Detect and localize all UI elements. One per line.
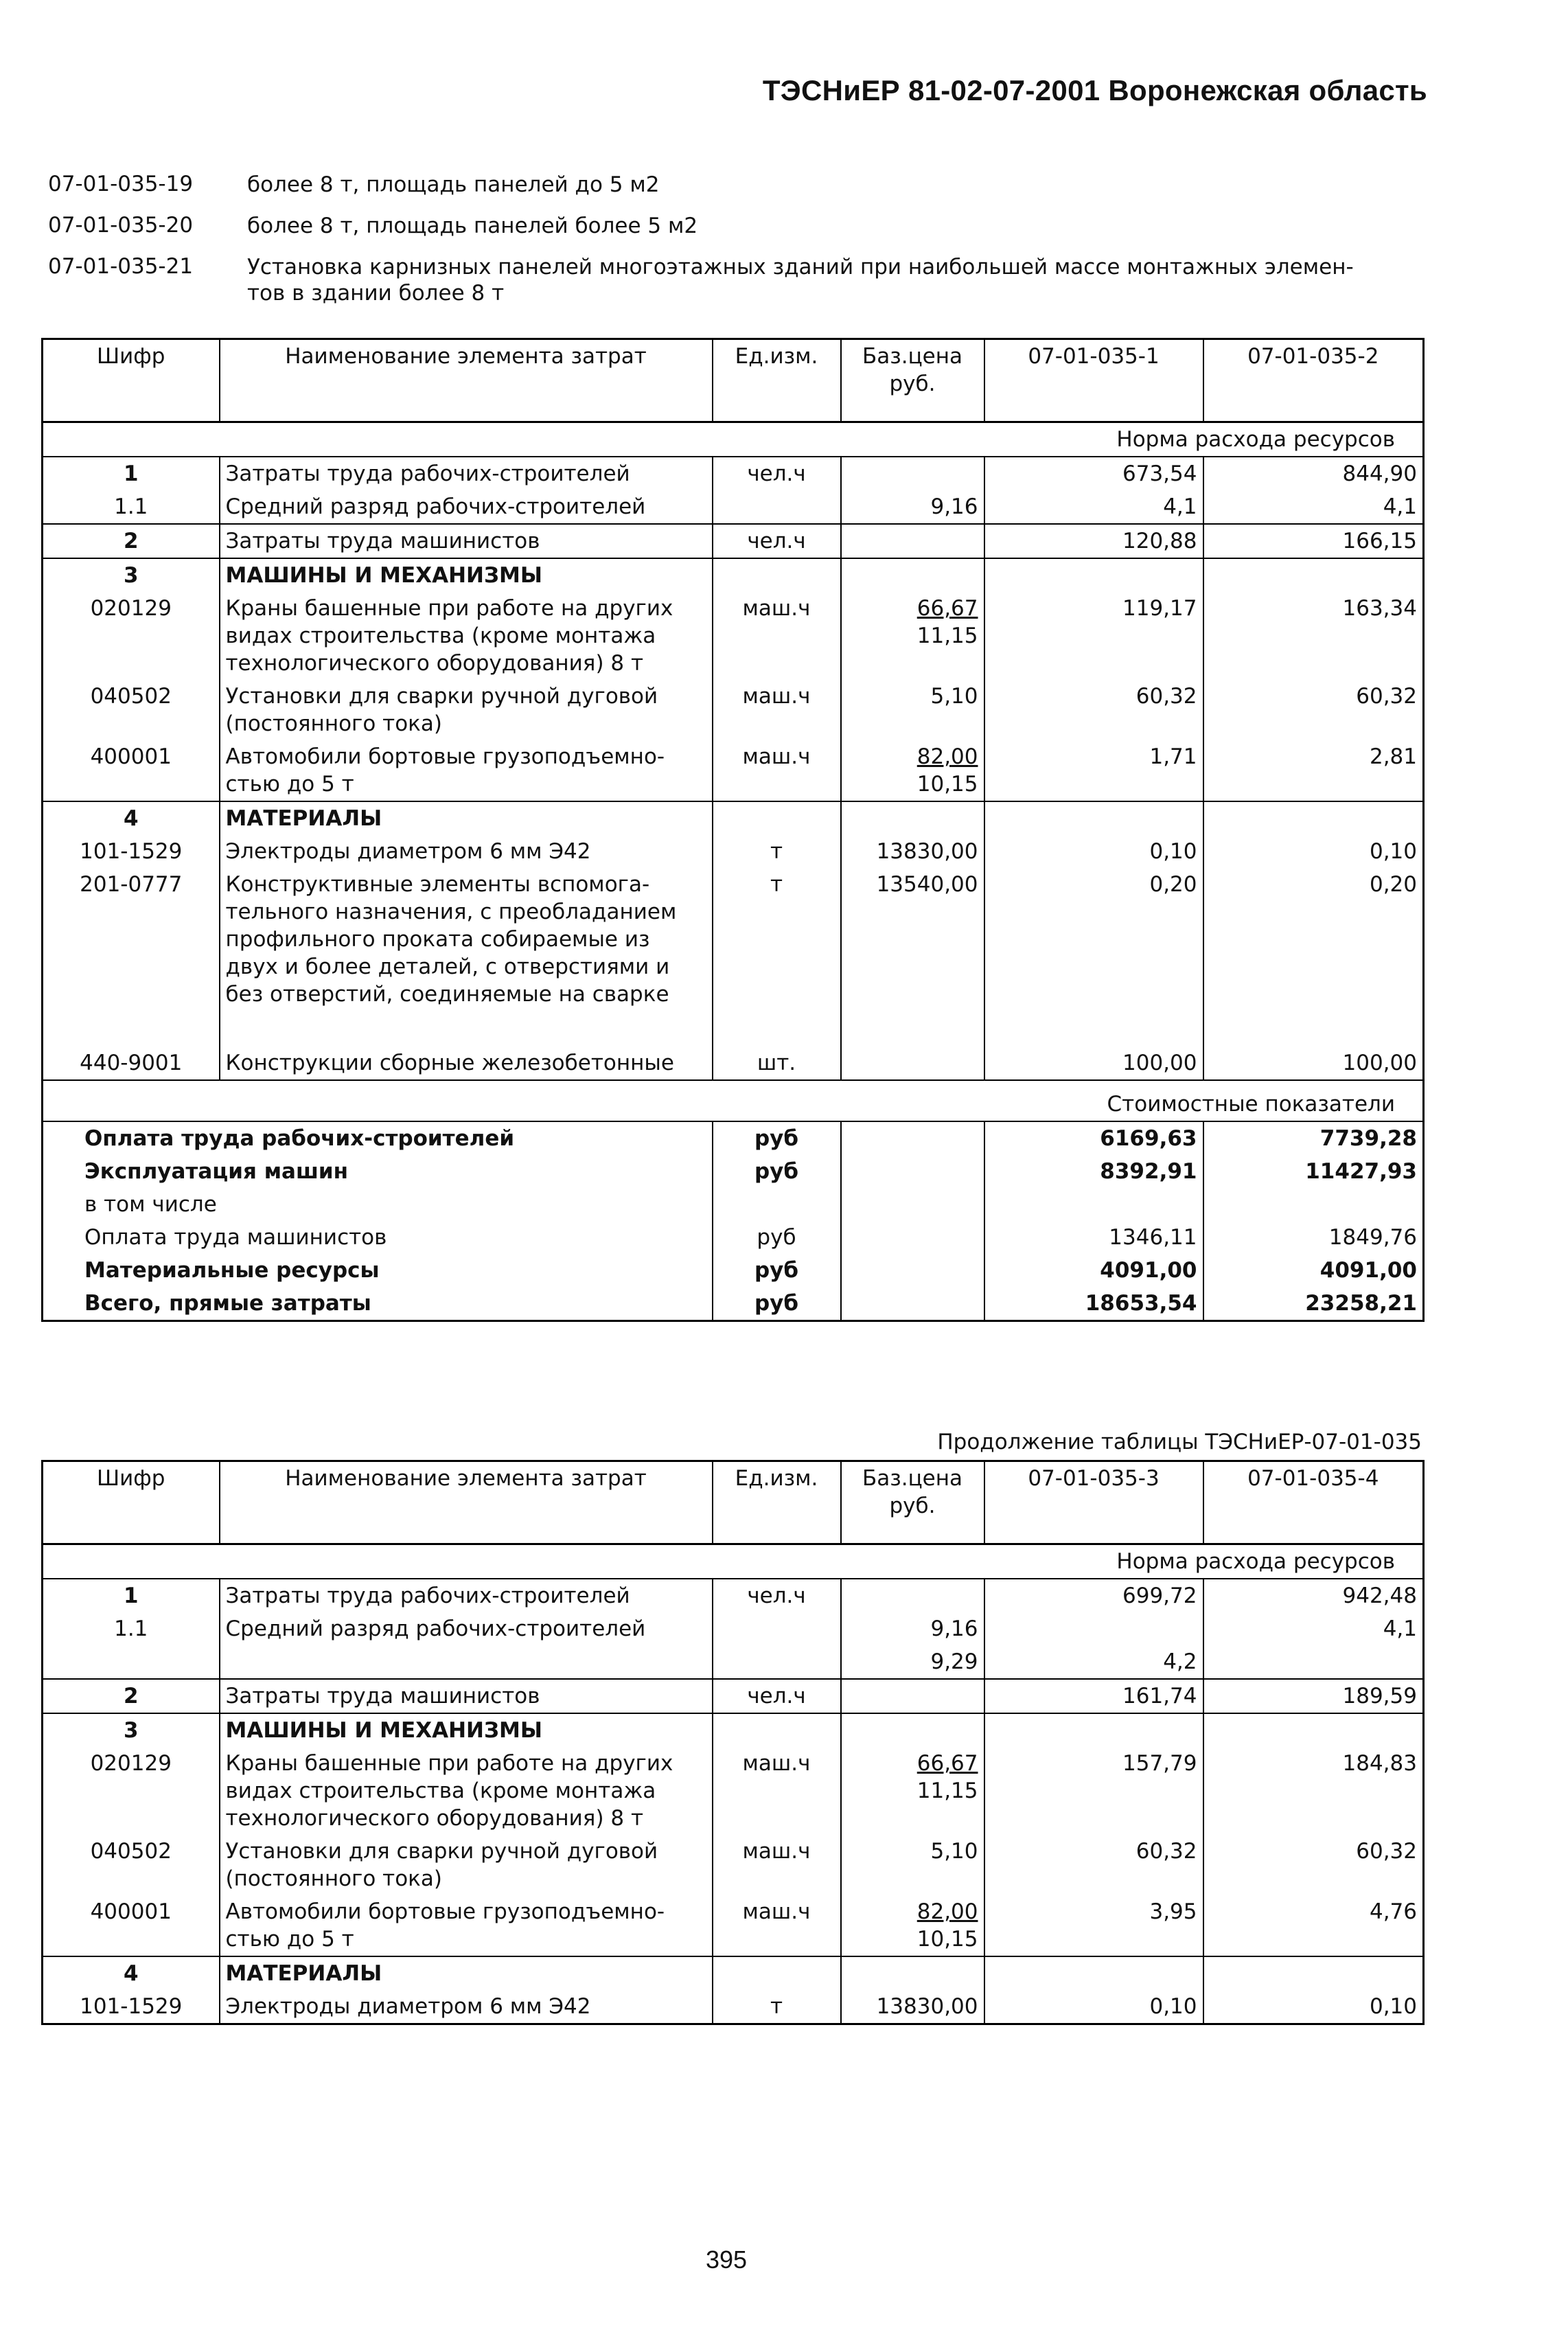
cell-name: Установки для сварки ручной дуговой (постоянного тока) xyxy=(220,1835,713,1895)
cell-norm-1 xyxy=(984,1612,1203,1645)
cell-norm-2: 2,81 xyxy=(1203,740,1424,801)
cell-norm-1: 4,1 xyxy=(984,490,1203,524)
cell-code: 201-0777 xyxy=(80,872,183,897)
cell-norm-1: 1,71 xyxy=(984,740,1203,801)
summary-label: Материальные ресурсы xyxy=(84,1258,380,1283)
col-header-price: Баз.цена руб. xyxy=(841,1461,984,1544)
cell-price xyxy=(841,1047,984,1080)
cell-norm-2: 4,76 xyxy=(1203,1895,1424,1956)
cell-norm-2: 184,83 xyxy=(1203,1747,1424,1835)
section-title: МАШИНЫ И МЕХАНИЗМЫ xyxy=(220,1713,713,1747)
cell-price: 9,16 xyxy=(841,490,984,524)
cell-unit xyxy=(713,490,841,524)
cell-norm-2: 166,15 xyxy=(1203,524,1424,558)
section-title: МАШИНЫ И МЕХАНИЗМЫ xyxy=(220,558,713,592)
cell-code: 1.1 xyxy=(114,494,148,519)
cell-norm-1: 161,74 xyxy=(984,1679,1203,1713)
preamble-item xyxy=(48,172,1414,198)
preamble-code: 07-01-035-19 xyxy=(48,172,194,196)
cell-norm-2: 60,32 xyxy=(1203,1835,1424,1895)
cell-norm-2: 0,20 xyxy=(1203,868,1424,1047)
col-header-norm-4: 07-01-035-4 xyxy=(1203,1461,1424,1544)
cell-name: Конструкции сборные железобетонные xyxy=(220,1047,713,1080)
cell-code: 1 xyxy=(123,461,139,486)
cell-name: Затраты труда рабочих-строителей xyxy=(220,1579,713,1612)
table-row xyxy=(43,1835,1424,1895)
cell-unit: чел.ч xyxy=(713,1579,841,1612)
cell-norm-1: 157,79 xyxy=(984,1747,1203,1835)
summary-unit: руб xyxy=(713,1254,841,1287)
table-row xyxy=(43,1047,1424,1080)
table-row xyxy=(43,1645,1424,1679)
cell-unit: маш.ч xyxy=(713,1747,841,1835)
norm-label-row xyxy=(43,1544,1424,1579)
summary-row xyxy=(43,1188,1424,1221)
table-row xyxy=(43,1895,1424,1956)
summary-label: в том числе xyxy=(84,1192,217,1217)
cell-norm-2: 189,59 xyxy=(1203,1679,1424,1713)
cell-code: 4 xyxy=(43,1956,220,1990)
cell-unit: маш.ч xyxy=(713,1895,841,1956)
page-header: ТЭСНиЕР 81-02-07-2001 Воронежская область xyxy=(762,74,1427,106)
cell-code: 2 xyxy=(43,1679,220,1713)
summary-value-2: 4091,00 xyxy=(1203,1254,1424,1287)
resource-table-2 xyxy=(41,1460,1425,2025)
table-row xyxy=(43,740,1424,801)
cell-unit: т xyxy=(713,1990,841,2024)
table-row xyxy=(43,1990,1424,2024)
cell-unit xyxy=(713,1612,841,1645)
cell-norm-1: 120,88 xyxy=(984,524,1203,558)
table-header-row xyxy=(43,339,1424,422)
col-header-code: Шифр xyxy=(43,339,220,422)
cell-norm-1: 100,00 xyxy=(984,1047,1203,1080)
cell-code: 2 xyxy=(43,524,220,558)
summary-value-1: 1346,11 xyxy=(984,1221,1203,1254)
summary-unit: руб xyxy=(713,1121,841,1155)
cell-code: 440-9001 xyxy=(80,1051,183,1075)
summary-label: Оплата труда машинистов xyxy=(84,1225,387,1250)
cell-unit xyxy=(713,1645,841,1679)
cell-norm-2: 60,32 xyxy=(1203,680,1424,740)
cell-norm-2: 0,10 xyxy=(1203,835,1424,868)
cell-norm-1: 0,20 xyxy=(984,868,1203,1047)
cell-code: 400001 xyxy=(90,744,172,769)
col-header-name: Наименование элемента затрат xyxy=(220,339,713,422)
table-row xyxy=(43,592,1424,680)
norm-label: Норма расхода ресурсов xyxy=(43,422,1424,457)
summary-value-2: 23258,21 xyxy=(1203,1287,1424,1321)
cell-price xyxy=(841,1579,984,1612)
cell-code: 020129 xyxy=(90,1751,172,1776)
summary-value-1: 6169,63 xyxy=(984,1121,1203,1155)
preamble-code: 07-01-035-21 xyxy=(48,254,194,279)
table-row xyxy=(43,1679,1424,1713)
cell-code xyxy=(43,1645,220,1679)
summary-value-1: 18653,54 xyxy=(984,1287,1203,1321)
summary-row xyxy=(43,1155,1424,1188)
summary-row xyxy=(43,1121,1424,1155)
cell-price: 82,00 10,15 xyxy=(841,740,984,801)
cell-norm-1: 0,10 xyxy=(984,835,1203,868)
table-row xyxy=(43,1612,1424,1645)
cell-name: Краны башенные при работе на других видах строительства (кроме монтажа технологического оборудования) 8 т xyxy=(220,592,713,680)
cell-name: Краны башенные при работе на других видах строительства (кроме монтажа технологического оборудования) 8 т xyxy=(220,1747,713,1835)
table-header-row xyxy=(43,1461,1424,1544)
page-number: 395 xyxy=(706,2245,748,2274)
cell-code: 101-1529 xyxy=(80,1994,183,2019)
cell-norm-1: 3,95 xyxy=(984,1895,1203,1956)
cell-name: Электроды диаметром 6 мм Э42 xyxy=(220,1990,713,2024)
summary-value-1: 8392,91 xyxy=(984,1155,1203,1188)
cell-norm-1: 60,32 xyxy=(984,1835,1203,1895)
summary-value-2: 1849,76 xyxy=(1203,1221,1424,1254)
table-row xyxy=(43,868,1424,1047)
summary-label: Оплата труда рабочих-строителей xyxy=(84,1126,515,1151)
preamble-list xyxy=(48,172,1414,321)
cell-name: Автомобили бортовые грузоподъемно-стью до 5 т xyxy=(220,740,713,801)
cell-price: 5,10 xyxy=(841,1835,984,1895)
summary-label: Эксплуатация машин xyxy=(84,1159,349,1184)
table-row xyxy=(43,680,1424,740)
cell-norm-2: 100,00 xyxy=(1203,1047,1424,1080)
cell-name: Затраты труда машинистов xyxy=(220,1679,713,1713)
cell-unit: маш.ч xyxy=(713,592,841,680)
cell-name: Электроды диаметром 6 мм Э42 xyxy=(220,835,713,868)
cell-price: 13830,00 xyxy=(841,1990,984,2024)
cell-price: 9,16 xyxy=(841,1612,984,1645)
cell-name: Установки для сварки ручной дуговой (постоянного тока) xyxy=(220,680,713,740)
resource-table-1 xyxy=(41,338,1425,1322)
summary-value-2: 7739,28 xyxy=(1203,1121,1424,1155)
col-header-unit: Ед.изм. xyxy=(713,1461,841,1544)
preamble-text: более 8 т, площадь панелей более 5 м2 xyxy=(247,214,698,238)
cell-norm-1: 673,54 xyxy=(984,457,1203,490)
cell-code: 101-1529 xyxy=(80,839,183,864)
col-header-norm-1: 07-01-035-1 xyxy=(984,339,1203,422)
section-row xyxy=(43,801,1424,835)
cell-unit: маш.ч xyxy=(713,1835,841,1895)
cost-label: Стоимостные показатели xyxy=(43,1080,1424,1121)
cell-name: Автомобили бортовые грузоподъемно-стью до 5 т xyxy=(220,1895,713,1956)
cell-unit: т xyxy=(713,835,841,868)
preamble-text: более 8 т, площадь панелей до 5 м2 xyxy=(247,172,660,197)
cell-price xyxy=(841,524,984,558)
cell-norm-1: 4,2 xyxy=(984,1645,1203,1679)
cell-norm-2: 4,1 xyxy=(1203,490,1424,524)
cell-code: 040502 xyxy=(90,684,172,709)
cell-price: 82,00 10,15 xyxy=(841,1895,984,1956)
cell-code: 4 xyxy=(43,801,220,835)
cell-norm-2: 4,1 xyxy=(1203,1612,1424,1645)
summary-label: Всего, прямые затраты xyxy=(84,1291,371,1316)
table-row xyxy=(43,490,1424,524)
cell-unit: маш.ч xyxy=(713,740,841,801)
cell-price: 13830,00 xyxy=(841,835,984,868)
table-row xyxy=(43,457,1424,490)
section-row xyxy=(43,1713,1424,1747)
preamble-text: Установка карнизных панелей многоэтажных зданий при наибольшей массе монтажных элемен-тов в здании более 8 т xyxy=(247,255,1354,306)
cell-norm-1: 699,72 xyxy=(984,1579,1203,1612)
cell-norm-1: 0,10 xyxy=(984,1990,1203,2024)
cell-norm-2 xyxy=(1203,1645,1424,1679)
col-header-name: Наименование элемента затрат xyxy=(220,1461,713,1544)
table-row xyxy=(43,524,1424,558)
cell-norm-2: 844,90 xyxy=(1203,457,1424,490)
cell-price: 13540,00 xyxy=(841,868,984,1047)
summary-value-1: 4091,00 xyxy=(984,1254,1203,1287)
summary-row xyxy=(43,1254,1424,1287)
col-header-unit: Ед.изм. xyxy=(713,339,841,422)
cell-code: 040502 xyxy=(90,1839,172,1864)
cell-norm-2: 0,10 xyxy=(1203,1990,1424,2024)
cell-name xyxy=(220,1645,713,1679)
summary-unit: руб xyxy=(713,1287,841,1321)
cell-unit: шт. xyxy=(713,1047,841,1080)
col-header-code: Шифр xyxy=(43,1461,220,1544)
cell-code: 1.1 xyxy=(114,1616,148,1641)
cell-norm-2: 942,48 xyxy=(1203,1579,1424,1612)
cell-unit: маш.ч xyxy=(713,680,841,740)
table-row xyxy=(43,1747,1424,1835)
cell-unit: чел.ч xyxy=(713,1679,841,1713)
cell-price: 9,29 xyxy=(841,1645,984,1679)
col-header-norm-3: 07-01-035-3 xyxy=(984,1461,1203,1544)
cell-unit: чел.ч xyxy=(713,457,841,490)
cost-label-row xyxy=(43,1080,1424,1121)
norm-label: Норма расхода ресурсов xyxy=(43,1544,1424,1579)
col-header-norm-2: 07-01-035-2 xyxy=(1203,339,1424,422)
cell-code: 020129 xyxy=(90,596,172,621)
section-row xyxy=(43,558,1424,592)
section-row xyxy=(43,1956,1424,1990)
cell-price: 5,10 xyxy=(841,680,984,740)
cell-name: Конструктивные элементы вспомога-тельного назначения, с преобладанием профильного проката собираемые из двух и более деталей, с отверстиями и без отверстий, соединяемые на сварке xyxy=(220,868,713,1047)
table-row xyxy=(43,835,1424,868)
cell-name: Средний разряд рабочих-строителей xyxy=(220,490,713,524)
cell-code: 400001 xyxy=(90,1899,172,1924)
summary-row xyxy=(43,1287,1424,1321)
cell-unit: т xyxy=(713,868,841,1047)
cell-name: Затраты труда машинистов xyxy=(220,524,713,558)
section-title: МАТЕРИАЛЫ xyxy=(220,1956,713,1990)
section-title: МАТЕРИАЛЫ xyxy=(220,801,713,835)
cell-norm-1: 60,32 xyxy=(984,680,1203,740)
summary-row xyxy=(43,1221,1424,1254)
cell-code: 3 xyxy=(43,558,220,592)
col-header-price: Баз.цена руб. xyxy=(841,339,984,422)
cell-price xyxy=(841,457,984,490)
table-continuation-caption: Продолжение таблицы ТЭСНиЕР-07-01-035 xyxy=(937,1430,1422,1454)
preamble-item xyxy=(48,254,1414,306)
cell-price xyxy=(841,1679,984,1713)
cell-price: 66,67 11,15 xyxy=(841,1747,984,1835)
table-row xyxy=(43,1579,1424,1612)
cell-norm-2: 163,34 xyxy=(1203,592,1424,680)
summary-value-2: 11427,93 xyxy=(1203,1155,1424,1188)
cell-name: Затраты труда рабочих-строителей xyxy=(220,457,713,490)
cell-code: 3 xyxy=(43,1713,220,1747)
cell-name: Средний разряд рабочих-строителей xyxy=(220,1612,713,1645)
norm-label-row xyxy=(43,422,1424,457)
cell-code: 1 xyxy=(123,1584,139,1608)
cell-norm-1: 119,17 xyxy=(984,592,1203,680)
cell-price: 66,67 11,15 xyxy=(841,592,984,680)
preamble-item xyxy=(48,213,1414,239)
cell-unit: чел.ч xyxy=(713,524,841,558)
preamble-code: 07-01-035-20 xyxy=(48,213,194,238)
summary-unit: руб xyxy=(713,1155,841,1188)
summary-unit: руб xyxy=(713,1221,841,1254)
